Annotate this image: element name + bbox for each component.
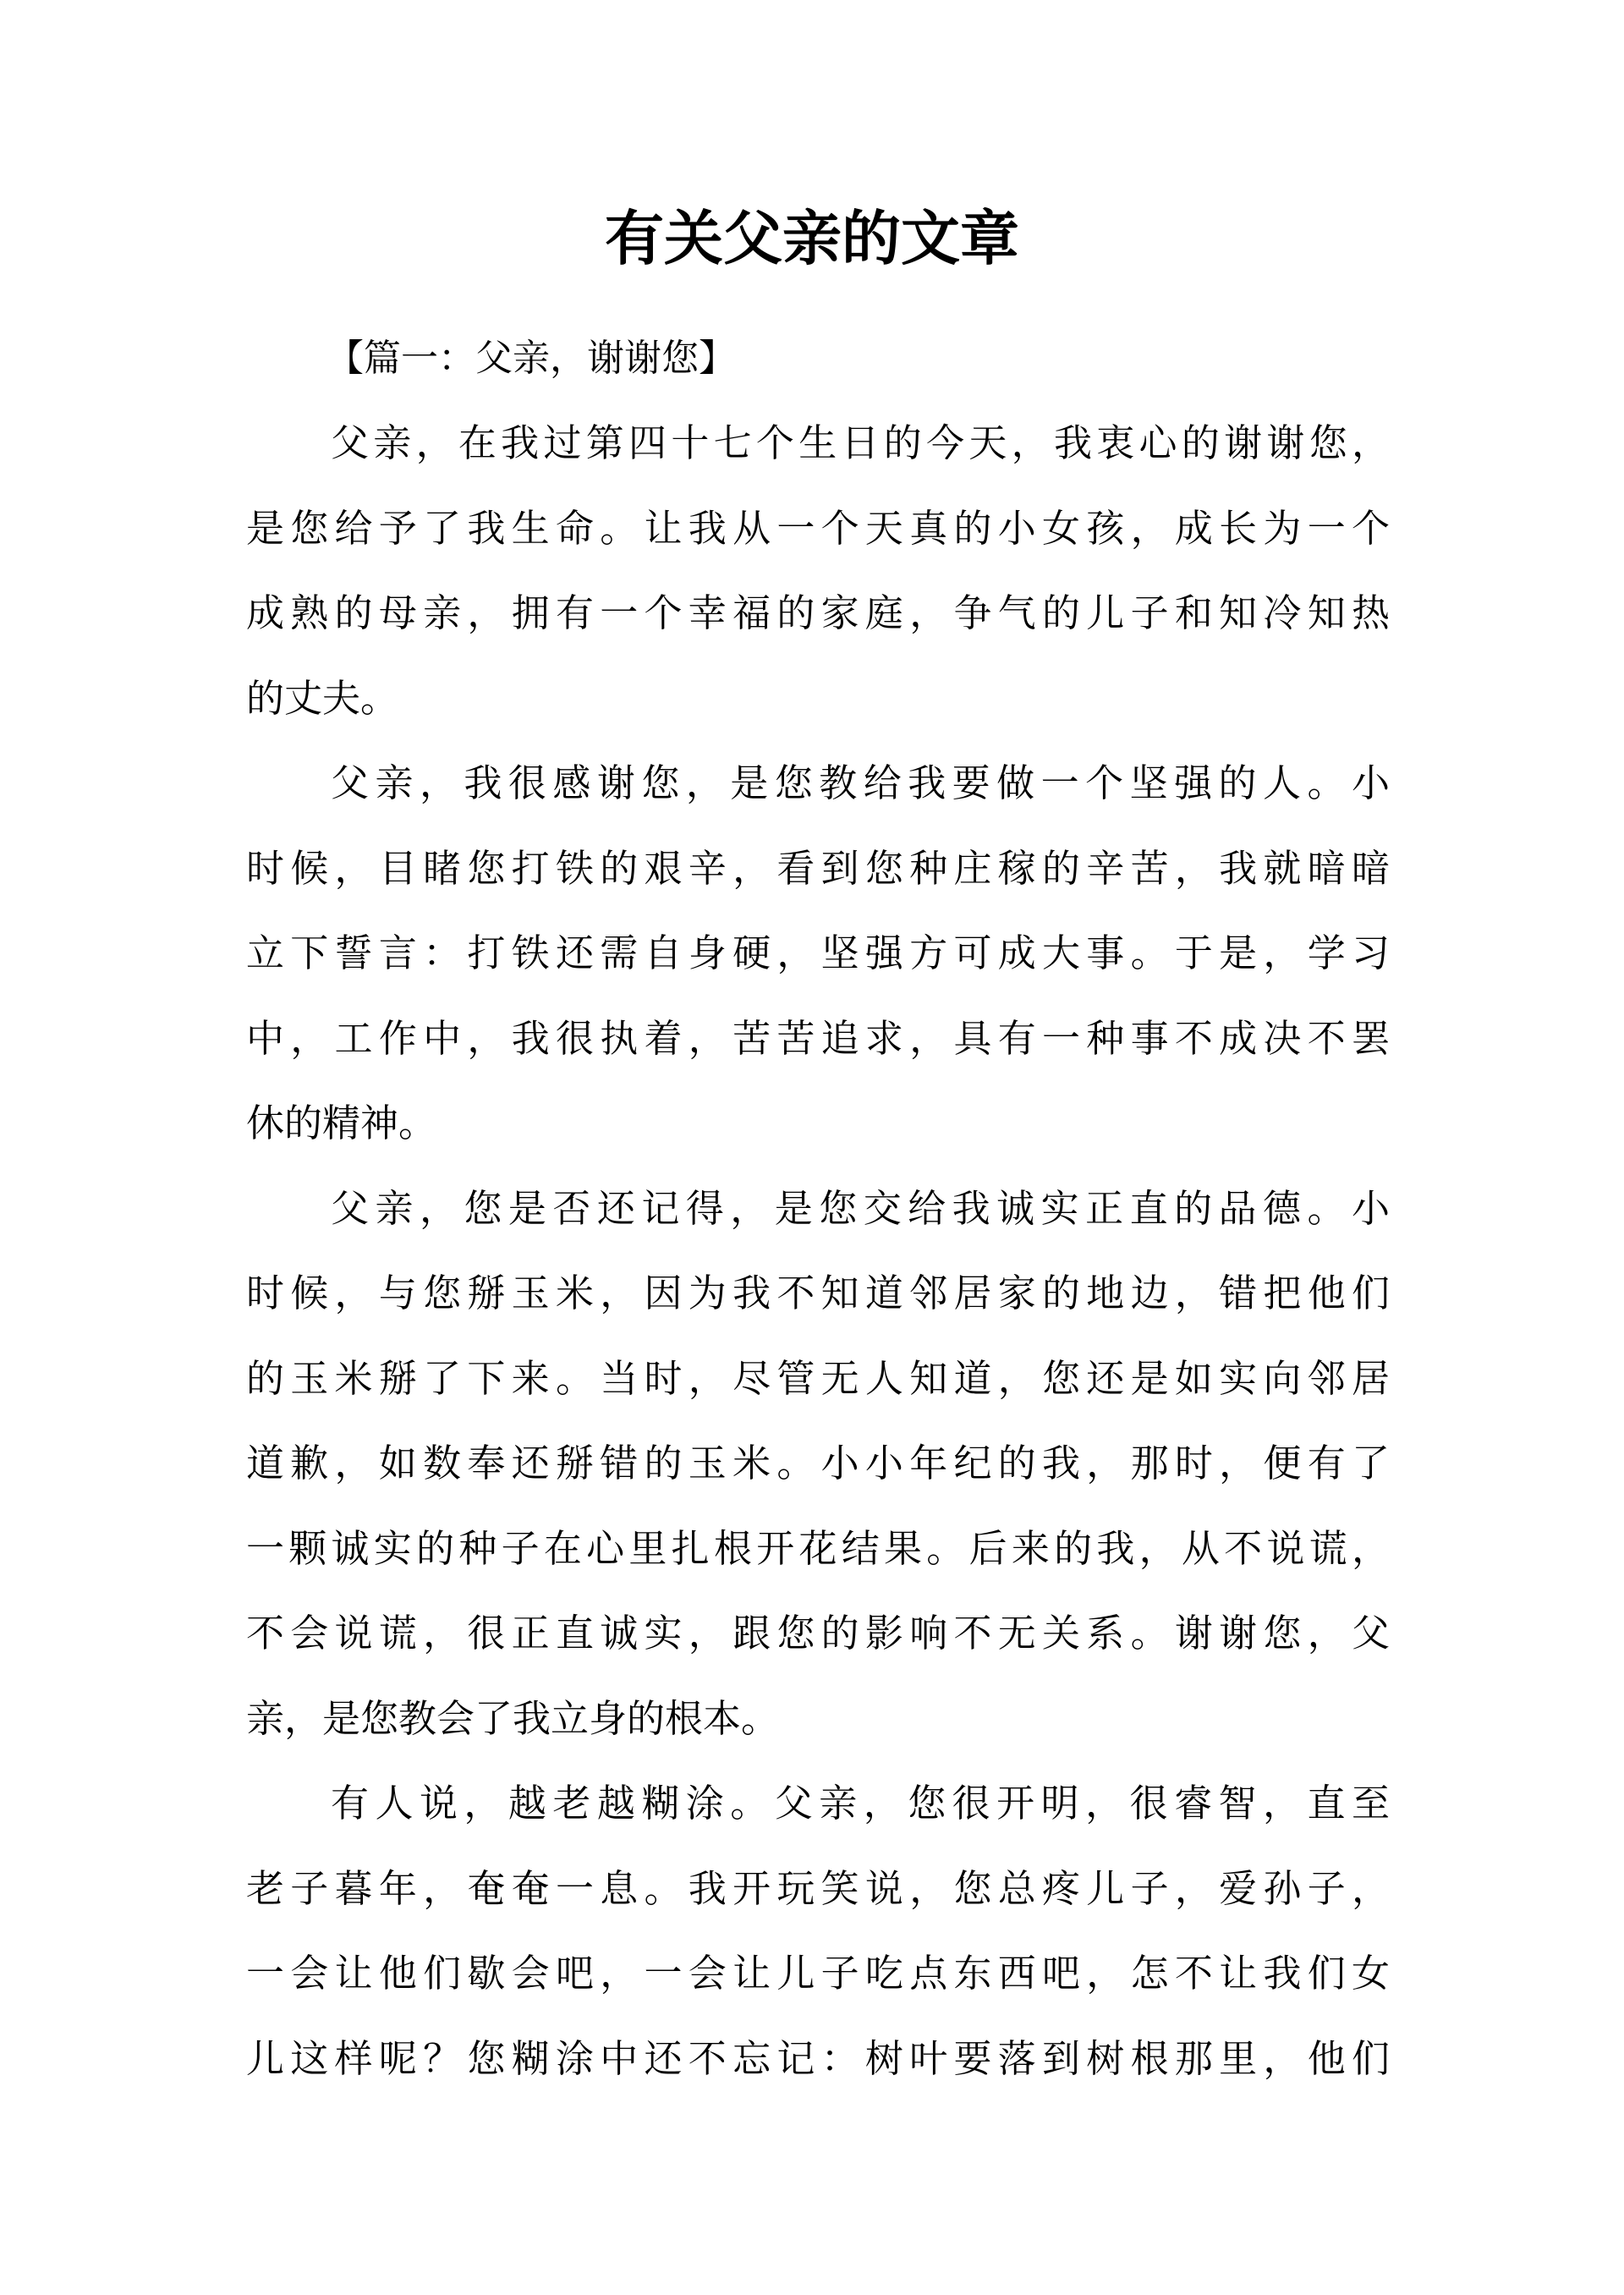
paragraph-line: 休的精神。 — [246, 1101, 437, 1145]
paragraph-line: 父亲，在我过第四十七个生日的今天，我衷心的谢谢您， — [331, 420, 1390, 465]
paragraph-line: 时候，与您掰玉米，因为我不知道邻居家的地边，错把他们 — [246, 1271, 1390, 1315]
paragraph-line: 立下誓言：打铁还需自身硬，坚强方可成大事。于是，学习 — [246, 931, 1390, 975]
paragraph-line: 的玉米掰了下来。当时，尽管无人知道，您还是如实向邻居 — [246, 1355, 1390, 1401]
paragraph-line: 道歉，如数奉还掰错的玉米。小小年纪的我，那时，便有了 — [246, 1441, 1390, 1485]
paragraph-line: 成熟的母亲，拥有一个幸福的家庭，争气的儿子和知冷知热 — [246, 590, 1390, 635]
paragraph-line: 中，工作中，我很执着，苦苦追求，具有一种事不成决不罢 — [246, 1015, 1390, 1061]
paragraph-line: 父亲，您是否还记得，是您交给我诚实正直的品德。小 — [331, 1185, 1390, 1231]
paragraph-line: 老子暮年，奄奄一息。我开玩笑说，您总疼儿子，爱孙子， — [246, 1865, 1390, 1911]
document-body — [246, 401, 1390, 2101]
paragraph-line: 时候，目睹您打铁的艰辛，看到您种庄稼的辛苦，我就暗暗 — [246, 845, 1390, 891]
document-title: 有关父亲的文章 — [605, 204, 1019, 273]
paragraph-2 — [246, 741, 1390, 1167]
paragraph-line: 有人说，越老越糊涂。父亲，您很开明，很睿智，直至 — [331, 1781, 1390, 1826]
paragraph-line: 父亲，我很感谢您，是您教给我要做一个坚强的人。小 — [331, 760, 1390, 805]
paragraph-line: 一会让他们歇会吧，一会让儿子吃点东西吧，怎不让我们女 — [246, 1951, 1390, 1996]
paragraph-3 — [246, 1167, 1390, 1762]
paragraph-line: 不会说谎，很正直诚实，跟您的影响不无关系。谢谢您，父 — [246, 1611, 1390, 1655]
paragraph-line: 亲，是您教会了我立身的根本。 — [246, 1695, 780, 1741]
paragraph-line: 的丈夫。 — [246, 675, 399, 721]
section-heading: 【篇一：父亲，谢谢您】 — [326, 337, 736, 380]
paragraph-line: 儿这样呢？您糊涂中还不忘记：树叶要落到树根那里，他们 — [246, 2035, 1390, 2081]
paragraph-4 — [246, 1761, 1390, 2101]
paragraph-1 — [246, 401, 1390, 741]
paragraph-line: 一颗诚实的种子在心里扎根开花结果。后来的我，从不说谎， — [246, 1525, 1390, 1571]
paragraph-line: 是您给予了我生命。让我从一个天真的小女孩，成长为一个 — [246, 505, 1390, 551]
